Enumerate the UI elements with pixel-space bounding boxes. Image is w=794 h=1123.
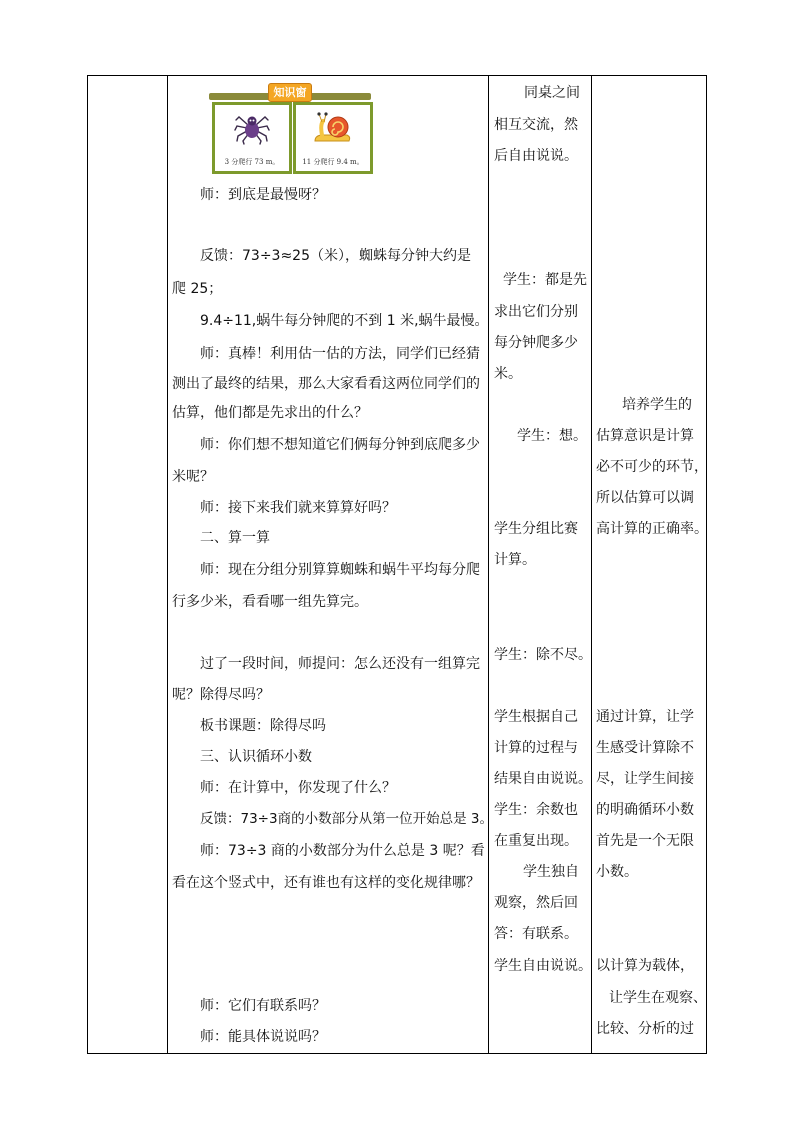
teacher-line: 师：73÷3 商的小数部分为什么总是 3 呢？看 bbox=[200, 843, 485, 859]
student-line: 学生根据自己 bbox=[494, 709, 578, 725]
teacher-line: 测出了最终的结果，那么大家看看这两位同学们的 bbox=[172, 376, 480, 392]
teacher-line: 师：真棒！利用估一估的方法，同学们已经猜 bbox=[200, 346, 480, 362]
student-line: 后自由说说。 bbox=[494, 148, 578, 164]
board-title: 板书课题：除得尽吗 bbox=[200, 718, 326, 734]
student-line: 计算的过程与 bbox=[494, 740, 578, 756]
intent-line: 估算意识是计算 bbox=[596, 428, 694, 444]
student-line: 米。 bbox=[494, 366, 522, 382]
student-line: 学生独自 bbox=[523, 864, 579, 880]
snail-panel bbox=[293, 102, 373, 174]
student-line: 学生：想。 bbox=[517, 428, 587, 444]
intent-line: 的明确循环小数 bbox=[596, 802, 694, 818]
intent-line: 比较、分析的过 bbox=[596, 1021, 694, 1037]
snail-icon bbox=[313, 111, 353, 145]
spider-icon bbox=[234, 111, 270, 145]
teacher-line: 过了一段时间，师提问：怎么还没有一组算完 bbox=[200, 656, 480, 672]
intent-line: 小数。 bbox=[596, 864, 638, 880]
student-line: 答：有联系。 bbox=[494, 926, 578, 942]
teacher-line: 反馈：73÷3≈25（米），蜘蛛每分钟大约是 bbox=[200, 248, 471, 264]
teacher-line: 师：现在分组分别算算蜘蛛和蜗牛平均每分爬 bbox=[200, 562, 480, 578]
section-heading: 三、认识循环小数 bbox=[200, 749, 312, 765]
student-line: 学生：都是先 bbox=[503, 272, 587, 288]
column-divider-3 bbox=[591, 75, 592, 1054]
teacher-line: 师：到底是最慢呀？ bbox=[200, 187, 326, 203]
student-line: 求出它们分别 bbox=[494, 304, 578, 320]
knowledge-window-title: 知识窗 bbox=[268, 83, 312, 102]
student-line: 学生自由说说。 bbox=[494, 958, 592, 974]
teacher-line: 师：接下来我们就来算算好吗？ bbox=[200, 500, 396, 516]
teacher-line: 行多少米，看看哪一组先算完。 bbox=[172, 594, 368, 610]
teacher-line: 爬 25； bbox=[172, 281, 223, 297]
student-line: 学生：余数也 bbox=[494, 802, 578, 818]
student-line: 结果自由说说。 bbox=[494, 771, 592, 787]
teacher-line: 看在这个竖式中，还有谁也有这样的变化规律哪？ bbox=[172, 875, 480, 891]
teacher-line: 米呢？ bbox=[172, 469, 214, 485]
column-divider-2 bbox=[488, 75, 489, 1054]
teacher-line: 估算，他们都是先求出的什么？ bbox=[172, 405, 368, 421]
table-border-left bbox=[87, 75, 88, 1054]
intent-line: 通过计算，让学 bbox=[596, 709, 694, 725]
table-border-right bbox=[706, 75, 707, 1054]
student-line: 在重复出现。 bbox=[494, 833, 578, 849]
teacher-line: 师：它们有联系吗？ bbox=[200, 998, 326, 1014]
student-line: 相互交流，然 bbox=[494, 117, 578, 133]
teacher-line: 呢？除得尽吗？ bbox=[172, 687, 270, 703]
snail-caption: 11 分爬行 9.4 m。 bbox=[302, 158, 364, 166]
student-line: 观察，然后回 bbox=[494, 895, 578, 911]
intent-line: 必不可少的环节， bbox=[596, 459, 708, 475]
teacher-line: 反馈：73÷3商的小数部分从第一位开始总是 3。 bbox=[200, 811, 493, 827]
table-border-top bbox=[87, 75, 707, 76]
student-line: 学生：除不尽。 bbox=[494, 647, 592, 663]
student-line: 计算。 bbox=[494, 552, 536, 568]
student-line: 同桌之间 bbox=[524, 85, 580, 101]
teacher-line: 师：能具体说说吗？ bbox=[200, 1029, 326, 1045]
intent-line: 以计算为载体， bbox=[596, 958, 694, 974]
spider-caption: 3 分爬行 73 m。 bbox=[224, 158, 280, 166]
intent-line: 高计算的正确率。 bbox=[596, 521, 708, 537]
student-line: 每分钟爬多少 bbox=[494, 335, 578, 351]
intent-line: 生感受计算除不 bbox=[596, 740, 694, 756]
intent-line: 尽，让学生间接 bbox=[596, 771, 694, 787]
table-border-bottom bbox=[87, 1053, 707, 1054]
student-line: 学生分组比赛 bbox=[494, 521, 578, 537]
intent-line: 首先是一个无限 bbox=[596, 833, 694, 849]
teacher-line: 9.4÷11,蜗牛每分钟爬的不到 1 米,蜗牛最慢。 bbox=[200, 313, 489, 329]
spider-panel bbox=[212, 102, 292, 174]
intent-line: 所以估算可以调 bbox=[596, 490, 694, 506]
knowledge-window bbox=[209, 83, 371, 171]
intent-line: 让学生在观察、 bbox=[609, 990, 707, 1006]
teacher-line: 师：在计算中，你发现了什么？ bbox=[200, 780, 396, 796]
intent-line: 培养学生的 bbox=[622, 397, 692, 413]
section-heading: 二、算一算 bbox=[200, 530, 270, 546]
teacher-line: 师：你们想不想知道它们俩每分钟到底爬多少 bbox=[200, 437, 480, 453]
column-divider-1 bbox=[167, 75, 168, 1054]
